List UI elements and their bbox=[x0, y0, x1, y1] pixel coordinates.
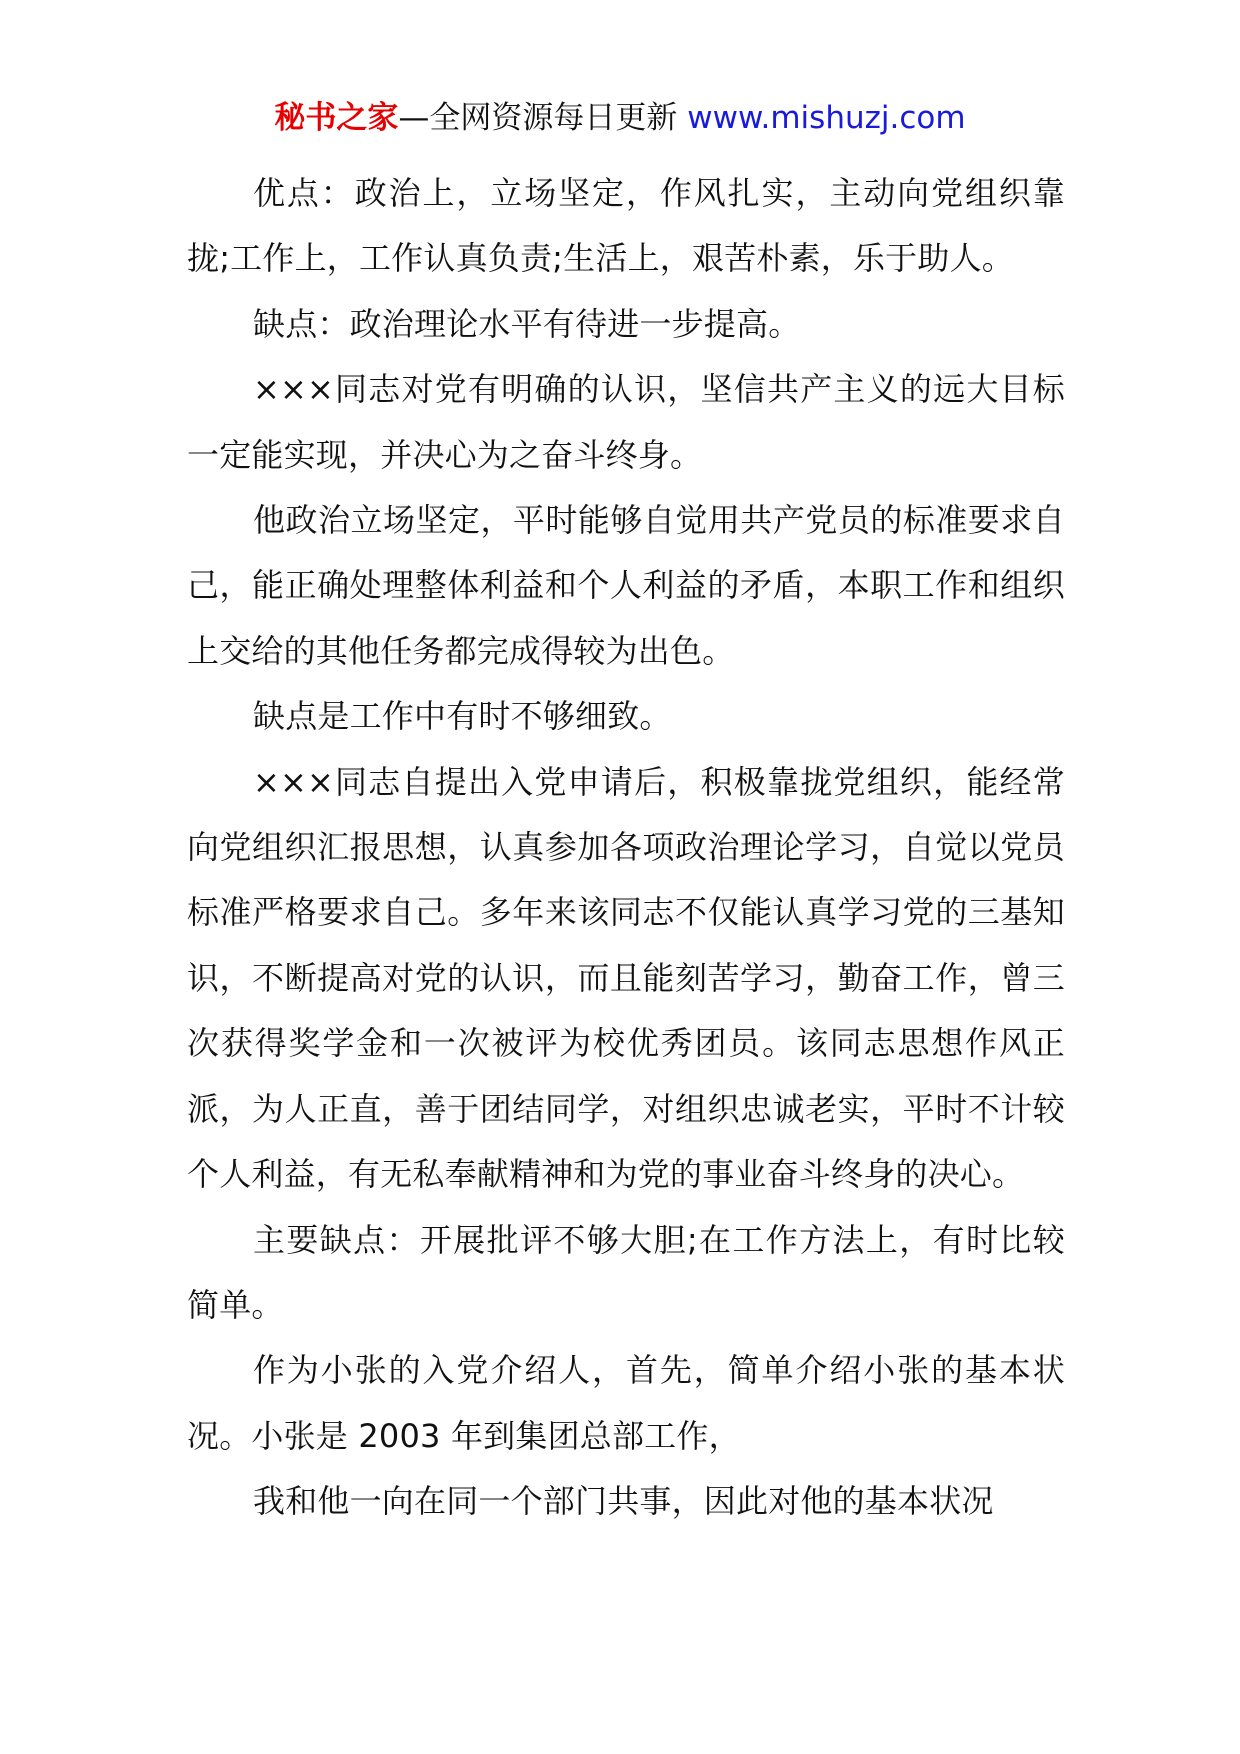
paragraph: 缺点：政治理论水平有待进一步提高。 bbox=[253, 304, 801, 343]
paragraph: 作为小张的入党介绍人，首先，简单介绍小张的基本状况。小张是 2003 年到集团总部工作， bbox=[187, 1351, 1065, 1455]
paragraph: 他政治立场坚定，平时能够自觉用共产党员的标准要求自己，能正确处理整体利益和个人利益的矛盾，本职工作和组织上交给的其他任务都完成得较为出色。 bbox=[187, 501, 1065, 670]
paragraph: 优点：政治上，立场坚定，作风扎实，主动向党组织靠拢;工作上，工作认真负责;生活上，艰苦朴素，乐于助人。 bbox=[187, 174, 1065, 278]
paragraph: 主要缺点：开展批评不够大胆;在工作方法上，有时比较简单。 bbox=[187, 1220, 1065, 1324]
site-brand: 秘书之家 bbox=[274, 100, 399, 136]
page-header bbox=[0, 98, 1240, 138]
paragraph: 我和他一向在同一个部门共事，因此对他的基本状况 bbox=[253, 1482, 994, 1521]
site-url-link[interactable]: www.mishuzj.com bbox=[687, 100, 966, 136]
paragraph: ×××同志对党有明确的认识，坚信共产主义的远大目标一定能实现，并决心为之奋斗终身。 bbox=[187, 370, 1065, 474]
document-body bbox=[187, 161, 1065, 1535]
paragraph: ×××同志自提出入党申请后，积极靠拢党组织，能经常向党组织汇报思想，认真参加各项政治理论学习，自觉以党员标准严格要求自己。多年来该同志不仅能认真学习党的三基知识，不断提高对党的认识，而且能刻苦学习，勤奋工作，曾三次获得奖学金和一次被评为校优秀团员。该同志思想作风正派，为人正直，善于团结同学，对组织忠诚老实，平时不计较个人利益，有无私奉献精神和为党的事业奋斗终身的决心。 bbox=[187, 762, 1065, 1194]
paragraph: 缺点是工作中有时不够细致。 bbox=[253, 697, 672, 736]
site-tagline: —全网资源每日更新 bbox=[398, 100, 678, 136]
